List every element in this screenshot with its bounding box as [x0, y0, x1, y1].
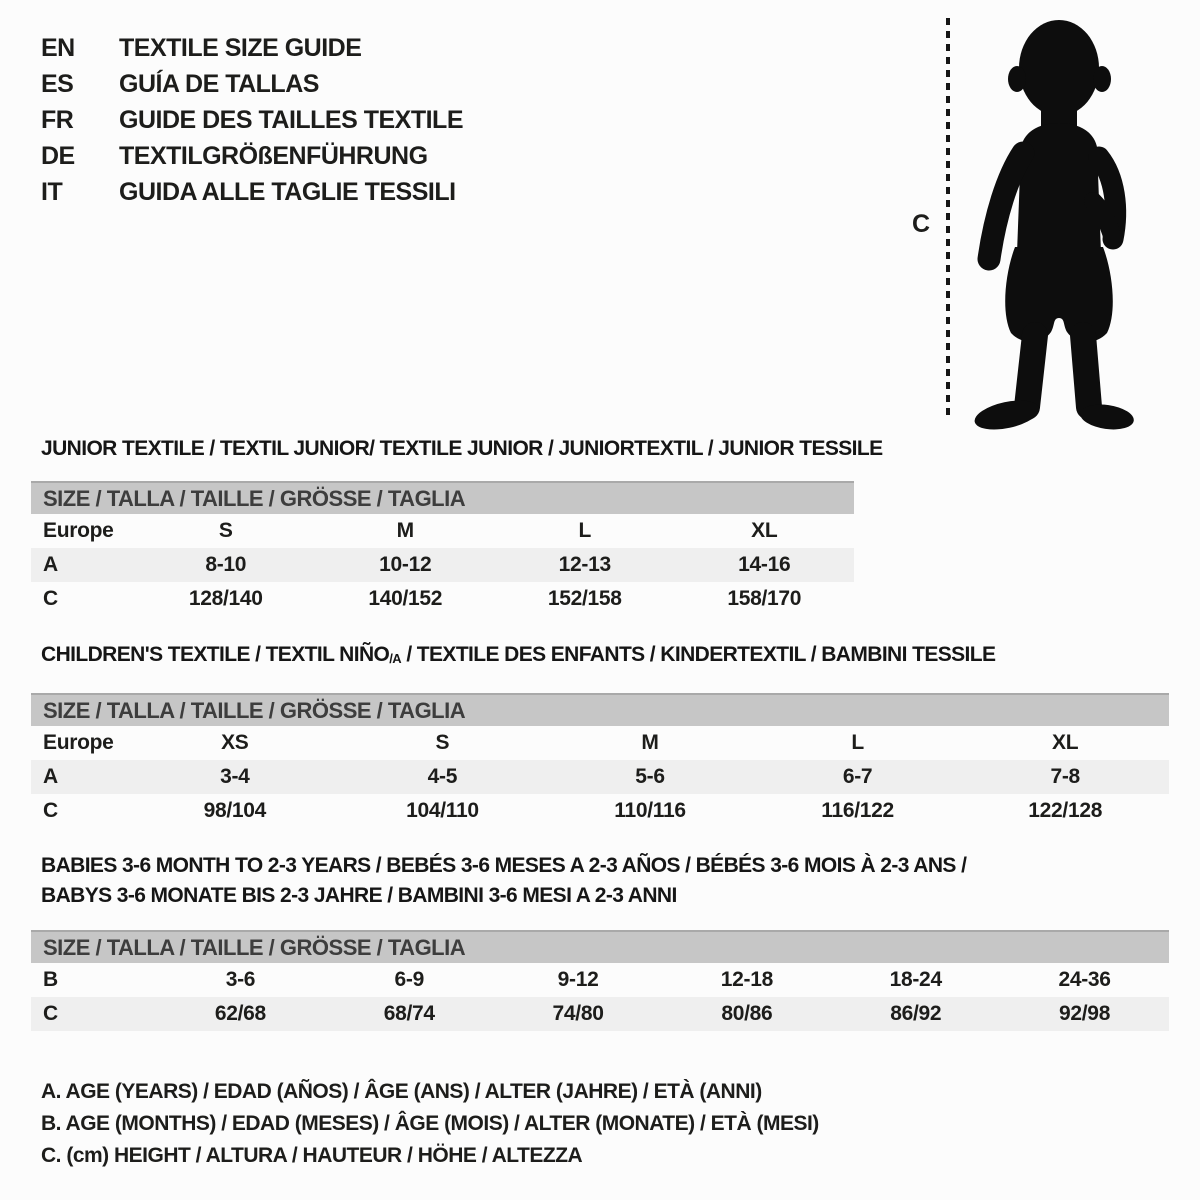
- table-row-height: [31, 582, 854, 616]
- language-title: GUIDE DES TAILLES TEXTILE: [119, 105, 464, 134]
- value-cell: 6-7: [842, 765, 873, 788]
- table-row-age: [31, 760, 1169, 794]
- value-cell: 104/110: [406, 799, 479, 822]
- value-cell: 98/104: [203, 799, 267, 822]
- table-row-height: [31, 794, 1169, 828]
- language-row-it: [41, 174, 463, 210]
- row-label: C: [43, 587, 58, 610]
- value-cell: 3-6: [225, 968, 256, 991]
- value-cell: 8-10: [205, 553, 247, 576]
- value-cell: 86/92: [890, 1002, 942, 1025]
- footnote-c-height: C. (cm) HEIGHT / ALTURA / HAUTEUR / HÖHE / ALTEZZA: [41, 1144, 583, 1167]
- section-title-line1: BABIES 3-6 MONTH TO 2-3 YEARS / BEBÉS 3-6 MESES A 2-3 AÑOS / BÉBÉS 3-6 MOIS À 2-3 ANS /: [41, 854, 967, 877]
- language-title: GUIDA ALLE TAGLIE TESSILI: [119, 177, 456, 206]
- language-title: TEXTILE SIZE GUIDE: [119, 33, 362, 62]
- toddler-silhouette-icon: [955, 15, 1145, 430]
- size-cell: S: [435, 731, 450, 754]
- value-cell: 18-24: [889, 968, 942, 991]
- footnote-a-age-years: A. AGE (YEARS) / EDAD (AÑOS) / ÂGE (ANS) / ALTER (JAHRE) / ETÀ (ANNI): [41, 1080, 762, 1103]
- size-cell: XS: [221, 731, 249, 754]
- footnote-b-age-months: B. AGE (MONTHS) / EDAD (MESES) / ÂGE (MOIS) / ALTER (MONATE) / ETÀ (MESI): [41, 1112, 819, 1135]
- language-code: FR: [41, 105, 74, 134]
- value-cell: 80/86: [721, 1002, 773, 1025]
- size-header-bar: SIZE / TALLA / TAILLE / GRÖSSE / TAGLIA: [31, 930, 1169, 963]
- value-cell: 24-36: [1058, 968, 1111, 991]
- language-list: [41, 30, 463, 210]
- section-children-textile: [31, 643, 1169, 828]
- row-label: A: [43, 553, 58, 576]
- value-cell: 110/116: [614, 799, 686, 822]
- table-row-age-months: [31, 963, 1169, 997]
- value-cell: 12-13: [558, 553, 611, 576]
- language-row-es: [41, 66, 463, 102]
- section-title-line2: BABYS 3-6 MONATE BIS 2-3 JAHRE / BAMBINI 3-6 MESI A 2-3 ANNI: [41, 884, 677, 907]
- value-cell: 7-8: [1050, 765, 1080, 788]
- size-header-bar: SIZE / TALLA / TAILLE / GRÖSSE / TAGLIA: [31, 693, 1169, 726]
- language-code: EN: [41, 33, 75, 62]
- size-cell: S: [218, 519, 233, 542]
- row-label: A: [43, 765, 58, 788]
- language-code: ES: [41, 69, 74, 98]
- table-row-height: [31, 997, 1169, 1031]
- value-cell: 3-4: [220, 765, 250, 788]
- row-label: Europe: [43, 519, 114, 542]
- section-babies-textile: [31, 851, 1169, 1031]
- value-cell: 12-18: [720, 968, 773, 991]
- section-junior-textile: [31, 437, 883, 616]
- size-cell: L: [851, 731, 864, 754]
- value-cell: 6-9: [394, 968, 424, 991]
- value-cell: 92/98: [1059, 1002, 1111, 1025]
- value-cell: 68/74: [383, 1002, 435, 1025]
- value-cell: 9-12: [557, 968, 599, 991]
- value-cell: 62/68: [214, 1002, 266, 1025]
- size-cell: XL: [751, 519, 778, 542]
- size-cell: XL: [1052, 731, 1079, 754]
- value-cell: 74/80: [552, 1002, 604, 1025]
- value-cell: 128/140: [188, 587, 263, 610]
- table-row-age: [31, 548, 854, 582]
- language-row-de: [41, 138, 463, 174]
- value-cell: 140/152: [368, 587, 443, 610]
- value-cell: 116/122: [821, 799, 894, 822]
- table-row-europe: [31, 726, 1169, 760]
- value-cell: 4-5: [427, 765, 458, 788]
- height-figure: [900, 10, 1160, 440]
- value-cell: 158/170: [727, 587, 802, 610]
- value-cell: 5-6: [635, 765, 665, 788]
- height-dashed-line-icon: [946, 18, 950, 416]
- size-header-bar: SIZE / TALLA / TAILLE / GRÖSSE / TAGLIA: [31, 481, 854, 514]
- row-label: C: [43, 799, 58, 822]
- title-subscript: /A: [389, 651, 402, 666]
- language-code: IT: [41, 177, 63, 206]
- value-cell: 10-12: [379, 553, 432, 576]
- section-title: CHILDREN'S TEXTILE / TEXTIL NIÑO/A / TEXTILE DES ENFANTS / KINDERTEXTIL / BAMBINI TESSILE: [41, 643, 996, 666]
- size-cell: L: [578, 519, 592, 542]
- section-title: JUNIOR TEXTILE / TEXTIL JUNIOR/ TEXTILE JUNIOR / JUNIORTEXTIL / JUNIOR TESSILE: [41, 437, 883, 460]
- language-title: TEXTILGRÖßENFÜHRUNG: [119, 141, 428, 170]
- height-measure-label: C: [912, 210, 931, 238]
- language-row-fr: [41, 102, 463, 138]
- language-title: GUÍA DE TALLAS: [119, 69, 319, 98]
- language-code: DE: [41, 141, 75, 170]
- value-cell: 122/128: [1028, 799, 1103, 822]
- footnotes: [41, 1076, 819, 1172]
- row-label: C: [43, 1002, 58, 1025]
- table-row-europe: [31, 514, 854, 548]
- row-label: Europe: [43, 731, 114, 754]
- row-label: B: [43, 968, 58, 991]
- value-cell: 152/158: [547, 587, 622, 610]
- size-cell: M: [396, 519, 414, 542]
- value-cell: 14-16: [738, 553, 791, 576]
- language-row-en: [41, 30, 463, 66]
- size-cell: M: [641, 731, 659, 754]
